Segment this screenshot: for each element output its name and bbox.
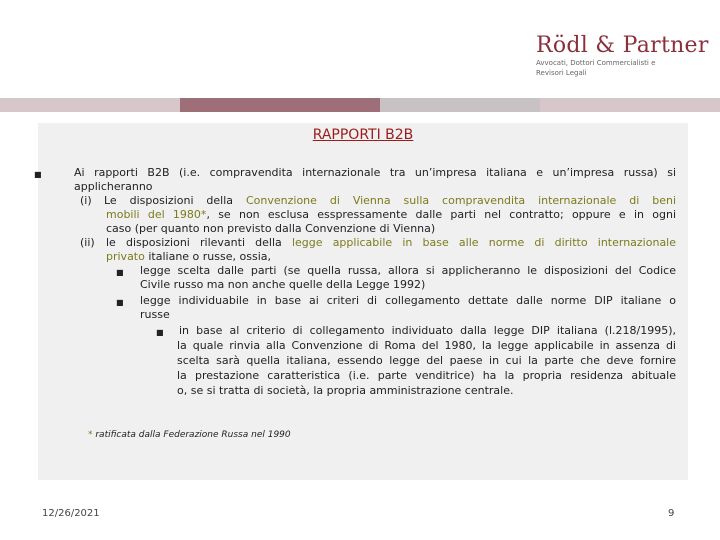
list-marker-i: (i) [80,194,92,207]
logo-title: Rödl & Partner [536,33,709,58]
list-marker-ii: (ii) [80,236,95,249]
footnote [88,430,291,440]
bullet-square-icon: ■ [34,170,42,179]
bullet-square-icon: ■ [116,298,124,307]
text-run: italiane o russe, ossia, [144,250,271,263]
sub-sub-bullet-line: o, se si tratta di società, la propria amministrazione centrale. [177,384,514,397]
paragraph-line: Ai rapporti B2B (i.e. compravendita internazionale tra un’impresa italiana e un’impresa russa) si [74,166,676,179]
highlight-text: Convenzione di Vienna sulla compravendita internazionale di beni [245,194,677,207]
highlight-text: legge applicabile in base alle norme di diritto internazionale [291,236,677,249]
stripe-2 [180,98,380,112]
list-item-ii-line [106,236,676,250]
logo-subtitle-2: Revisori Legali [536,69,587,77]
logo [536,33,709,78]
sub-sub-bullet-line: scelta sarà quella italiana, essendo legge del paese in cui la parte che deve fornire [177,354,676,367]
text-run: le disposizioni rilevanti della [106,236,292,249]
bullet-square-icon: ■ [116,268,124,277]
list-item-ii-line [106,250,271,264]
bullet-square-icon: ■ [156,328,164,337]
stripe-3 [380,98,540,112]
text-run: Le disposizioni della [104,194,246,207]
list-item-i-line: caso (per quanto non previsto dalla Convenzione di Vienna) [106,222,436,235]
paragraph-line: applicheranno [74,180,153,193]
footnote-asterisk: * [88,430,93,440]
highlight-text: mobili del 1980* [106,208,207,221]
content-box [34,123,688,480]
sub-bullet-line: legge scelta dalle parti (se quella russa, allora si applicheranno le disposizioni del Codice [140,264,676,277]
text-run: , se non esclusa esspressamente dalle parti nel contratto; oppure e in ogni [206,208,677,221]
stripe-1 [0,98,180,112]
sub-bullet-line: legge individuabile in base ai criteri di collegamento dettate dalle norme DIP italiane o [140,294,676,307]
slide-date: 12/26/2021 [42,508,100,519]
footnote-text: ratificata dalla Federazione Russa nel 1990 [92,430,291,440]
highlight-text: privato [106,250,145,263]
stripe-4 [540,98,720,112]
sub-bullet-line: Civile russo ma non anche quelle della Legge 1992) [140,278,426,291]
sub-bullet-line: russe [140,308,170,321]
sub-sub-bullet-line: la prestazione caratteristica (i.e. parte venditrice) ha la propria residenza abituale [177,369,676,382]
list-item-i-line [104,194,676,208]
header-stripes [0,98,720,112]
sub-sub-bullet-line: la quale rinvia alla Convenzione di Roma del 1980, la legge applicabile in assenza di [177,339,676,352]
list-item-i-line [106,208,676,222]
page-number: 9 [668,508,675,519]
slide-title: RAPPORTI B2B [312,127,414,143]
logo-subtitle-1: Avvocati, Dottori Commercialisti e [536,59,656,67]
sub-sub-bullet-line: in base al criterio di collegamento individuato dalla legge DIP italiana (l.218/1995), [179,324,676,337]
